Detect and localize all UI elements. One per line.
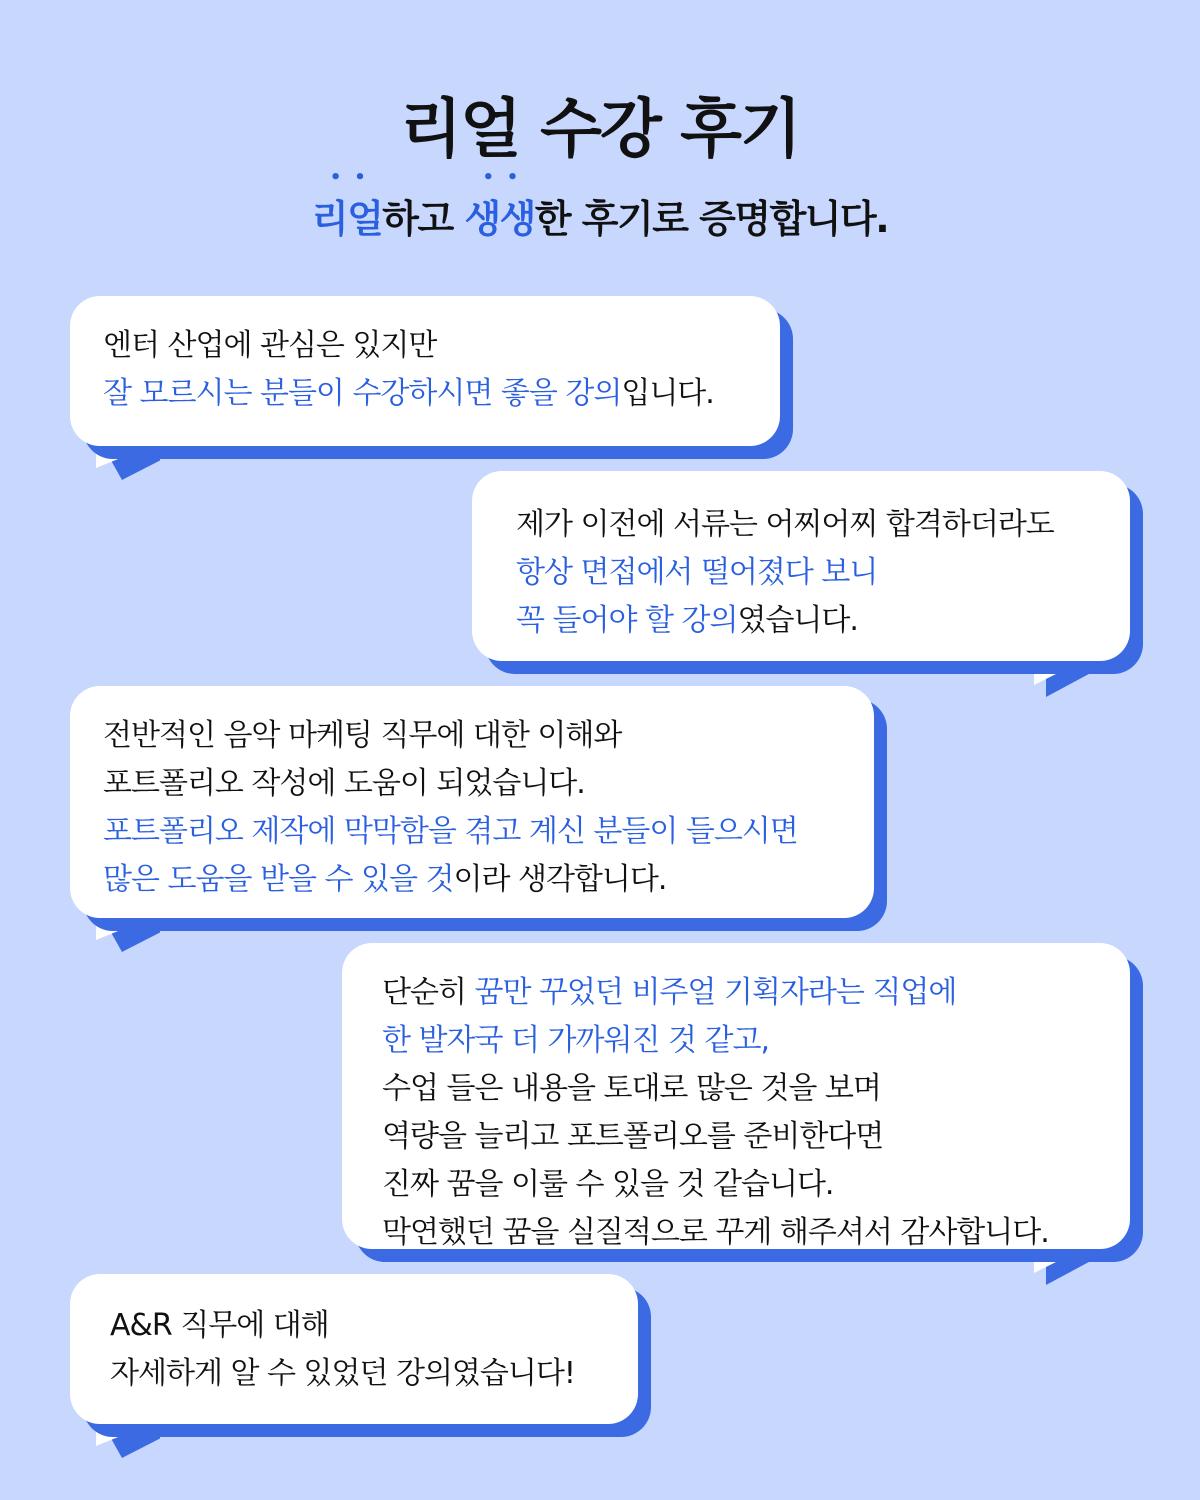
subtitle-highlight-real: • • 리얼: [312, 197, 382, 241]
review-highlight: 많은 도움을 받을 수 있을 것: [103, 862, 454, 897]
review-bubble: [70, 1274, 638, 1424]
speech-bubble-tail: [80, 440, 160, 510]
subtitle-text: 하고: [382, 197, 465, 241]
review-text: 진짜 꿈을 이룰 수 있을 것 같습니다.: [382, 1167, 834, 1202]
review-text: 였습니다.: [737, 603, 858, 638]
review-text: A&R 직무에 대해: [110, 1308, 329, 1343]
review-text: 자세하게 알 수 있었던 강의였습니다!: [110, 1356, 575, 1391]
page-subtitle: [0, 188, 1200, 243]
review-text: 엔터 산업에 관심은 있지만: [103, 328, 437, 363]
review-text: [103, 856, 874, 904]
review-highlight: 꿈만 꾸었던 비주얼 기획자라는 직업에: [474, 975, 957, 1010]
review-text: [382, 969, 1130, 1017]
review-text: 역량을 늘리고 포트폴리오를 준비한다면: [382, 1119, 884, 1154]
review-text: 단순히: [382, 975, 475, 1010]
review-highlight: 잘 모르시는 분들이 수강하시면 좋을 강의: [103, 376, 622, 411]
review-text: [516, 597, 1130, 645]
review-text: 제가 이전에 서류는 어찌어찌 합격하더라도: [516, 507, 1054, 542]
speech-bubble-tail: [1030, 655, 1110, 725]
review-text: [103, 370, 780, 418]
review-text: 포트폴리오 작성에 도움이 되었습니다.: [103, 766, 585, 801]
review-text: 이라 생각합니다.: [453, 862, 667, 897]
speech-bubble-tail: [80, 1418, 160, 1488]
review-bubble: [342, 943, 1130, 1249]
review-text: 전반적인 음악 마케팅 직무에 대한 이해와: [103, 718, 622, 753]
review-highlight: 포트폴리오 제작에 막막함을 겪고 계신 분들이 들으시면: [103, 814, 798, 849]
page-title: 리얼 수강 후기: [400, 93, 800, 167]
review-highlight: 꼭 들어야 할 강의: [516, 603, 738, 638]
review-bubble: [70, 296, 780, 446]
review-highlight: 항상 면접에서 떨어졌다 보니: [516, 555, 878, 590]
review-bubble: [472, 471, 1130, 661]
review-bubble: [70, 686, 874, 918]
subtitle-highlight-vivid: • • 생생: [464, 197, 534, 241]
review-text: 수업 들은 내용을 토대로 많은 것을 보며: [382, 1071, 881, 1106]
subtitle-text: 한 후기로 증명합니다.: [534, 197, 889, 241]
review-text: 막연했던 꿈을 실질적으로 꾸게 해주셔서 감사합니다.: [382, 1215, 1049, 1250]
review-text: 입니다.: [621, 376, 714, 411]
speech-bubble-tail: [80, 912, 160, 982]
review-highlight: 한 발자국 더 가까워진 것 같고,: [382, 1023, 769, 1058]
